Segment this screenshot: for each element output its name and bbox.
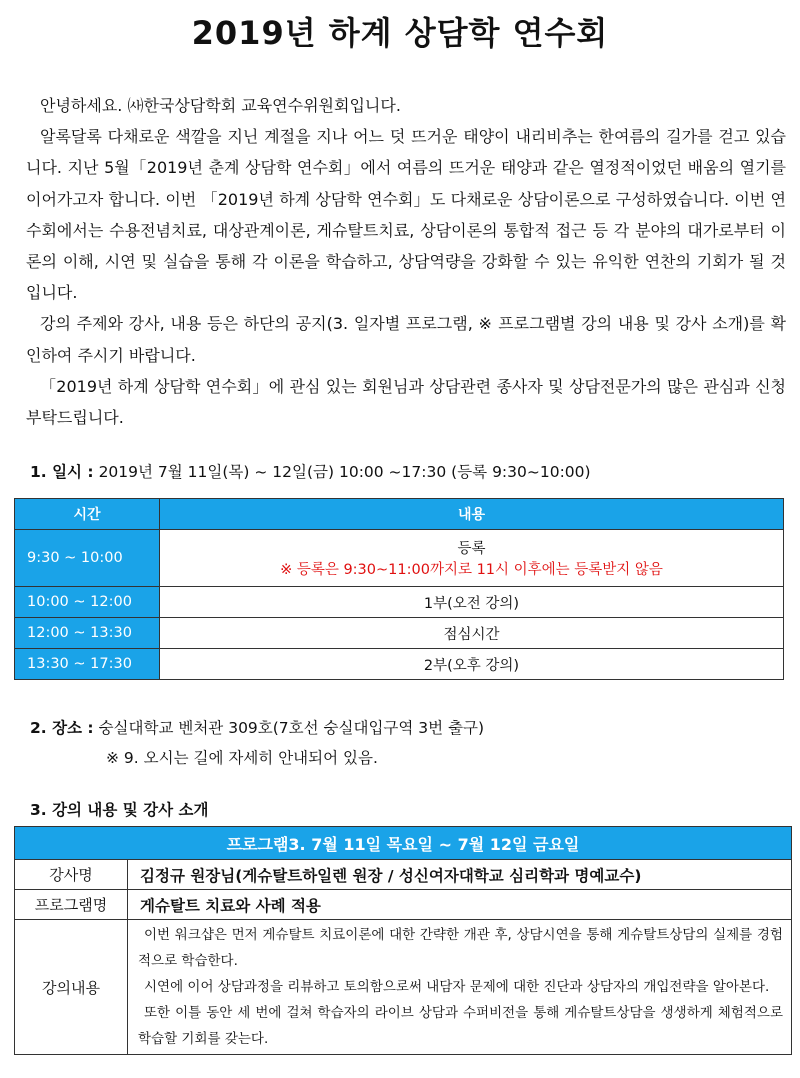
schedule-header-row bbox=[15, 499, 784, 530]
content-paragraph: 또한 이틀 동안 세 번에 걸쳐 학습자의 라이브 상담과 수퍼비전을 통해 게슈탈트상담을 생생하게 체험적으로 학습할 기회를 갖는다. bbox=[138, 1005, 783, 1047]
program-section-label: 3. 강의 내용 및 강사 소개 bbox=[30, 801, 209, 819]
program-name-label: 프로그램명 bbox=[15, 890, 128, 920]
content-paragraph: 이번 워크샵은 먼저 게슈탈트 치료이론에 대한 간략한 개관 후, 상담시연을 통해 게슈탈트상담의 실제를 경험적으로 학습한다. bbox=[138, 927, 783, 969]
schedule-table bbox=[14, 498, 784, 680]
place-section bbox=[30, 716, 484, 738]
program-section-title bbox=[30, 798, 208, 820]
schedule-time: 10:00 ~ 12:00 bbox=[15, 587, 160, 618]
schedule-time: 9:30 ~ 10:00 bbox=[15, 530, 160, 587]
schedule-time: 12:00 ~ 13:30 bbox=[15, 618, 160, 649]
program-table bbox=[14, 826, 792, 1055]
table-row bbox=[15, 860, 792, 890]
table-row bbox=[15, 920, 792, 1055]
table-row bbox=[15, 890, 792, 920]
instructor-label: 강사명 bbox=[15, 860, 128, 890]
date-label: 1. 일시 : bbox=[30, 463, 94, 481]
date-section bbox=[30, 460, 591, 482]
registration-note: ※ 등록은 9:30~11:00까지로 11시 이후에는 등록받지 않음 bbox=[280, 562, 663, 578]
program-header-row bbox=[15, 827, 792, 860]
table-row bbox=[15, 649, 784, 680]
table-row bbox=[15, 530, 784, 587]
intro-paragraph: 강의 주제와 강사, 내용 등은 하단의 공지(3. 일자별 프로그램, ※ 프로그램별 강의 내용 및 강사 소개)를 확인하여 주시기 바랍니다. bbox=[26, 314, 786, 365]
intro-paragraph: 「2019년 하계 상담학 연수회」에 관심 있는 회원님과 상담관련 종사자 및 상담전문가의 많은 관심과 신청 부탁드립니다. bbox=[26, 376, 786, 428]
content-label: 강의내용 bbox=[15, 920, 128, 1055]
intro-paragraph: 안녕하세요. ㈔한국상담학회 교육연수위원회입니다. bbox=[40, 96, 401, 115]
date-value: 2019년 7월 11일(목) ~ 12일(금) 10:00 ~17:30 (등록 9:30~10:00) bbox=[98, 463, 591, 481]
schedule-desc: 2부(오후 강의) bbox=[160, 649, 784, 680]
schedule-desc bbox=[160, 530, 784, 587]
intro-paragraph: 알록달록 다채로운 색깔을 지닌 계절을 지나 어느 덧 뜨거운 태양이 내리비추는 한여름의 길가를 걷고 있습니다. 지난 5월「2019년 춘계 상담학 연수회」에서 여름의 뜨거운 태양과 같은 열정적이었던 배움의 열기를 이어가고자 합니다. 이번 「2019년 하계 상담학 연수회」도 다채로운 상담이론으로 구성하였습니다. 이번 연수회에서는 수용전념치료, 대상관계이론, 게슈탈트치료, 상담이론의 통합적 접근 등 각 분야의 대가로부터 이론의 이해, 시연 및 실습을 통해 각 이론을 학습하고, 상담역량을 강화할 수 있는 유익한 연찬의 기회가 될 것입니다. bbox=[26, 127, 786, 303]
place-label: 2. 장소 : bbox=[30, 719, 94, 737]
instructor-value: 김정규 원장님(게슈탈트하일렌 원장 / 성신여자대학교 심리학과 명예교수) bbox=[128, 860, 792, 890]
schedule-header-time: 시간 bbox=[15, 499, 160, 530]
place-value: 숭실대학교 벤처관 309호(7호선 숭실대입구역 3번 출구) bbox=[98, 719, 485, 737]
table-row bbox=[15, 587, 784, 618]
schedule-desc: 점심시간 bbox=[160, 618, 784, 649]
schedule-time: 13:30 ~ 17:30 bbox=[15, 649, 160, 680]
schedule-desc-text: 등록 bbox=[457, 541, 486, 557]
place-note: ※ 9. 오시는 길에 자세히 안내되어 있음. bbox=[106, 749, 378, 767]
schedule-desc: 1부(오전 강의) bbox=[160, 587, 784, 618]
program-name-value: 게슈탈트 치료와 사례 적용 bbox=[128, 890, 792, 920]
page-title: 2019년 하계 상담학 연수회 bbox=[191, 14, 609, 52]
intro-text bbox=[26, 90, 786, 433]
table-row bbox=[15, 618, 784, 649]
schedule-header-content: 내용 bbox=[160, 499, 784, 530]
content-paragraph: 시연에 이어 상담과정을 리뷰하고 토의함으로써 내담자 문제에 대한 진단과 상담자의 개입전략을 알아본다. bbox=[144, 979, 770, 995]
program-header: 프로그램3. 7월 11일 목요일 ~ 7월 12일 금요일 bbox=[15, 827, 792, 860]
content-value bbox=[128, 920, 792, 1055]
